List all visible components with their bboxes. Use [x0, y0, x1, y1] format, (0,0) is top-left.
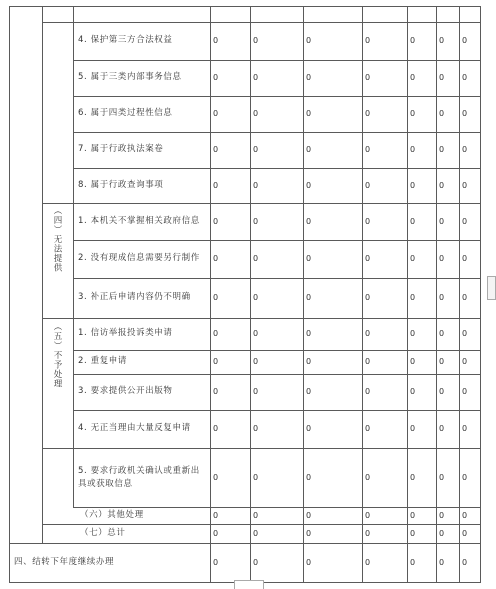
cell-value: 0 [439, 180, 445, 190]
table-top-border [9, 6, 480, 7]
cell-value: 0 [253, 557, 259, 567]
cell-value: 0 [439, 557, 445, 567]
row-divider [73, 60, 480, 61]
row-divider [9, 543, 480, 544]
cell-value: 0 [365, 329, 371, 338]
cell-value: 0 [365, 510, 371, 520]
cell-value: 0 [306, 293, 312, 302]
cell-value: 0 [253, 510, 259, 520]
cell-value: 0 [213, 216, 219, 226]
cell-value: 0 [410, 387, 416, 396]
cell-value: 0 [365, 180, 371, 190]
cell-value: 0 [365, 387, 371, 396]
cell-value: 0 [306, 36, 312, 45]
row-divider [73, 410, 480, 411]
row-label: 8. 属于行政查询事项 [78, 179, 164, 190]
cell-value: 0 [253, 254, 259, 263]
data-col-border [250, 6, 251, 583]
cell-value: 0 [213, 254, 219, 263]
row-label: 7. 属于行政执法案卷 [78, 144, 164, 154]
cell-value: 0 [462, 109, 468, 118]
data-col-border [362, 6, 363, 583]
data-col-border [436, 6, 437, 583]
cell-value: 0 [213, 145, 219, 154]
cell-value: 0 [462, 357, 468, 366]
cell-value: 0 [365, 424, 371, 433]
cell-value: 0 [213, 329, 219, 338]
cell-value: 0 [462, 472, 468, 482]
cell-value: 0 [253, 528, 259, 538]
cell-value: 0 [365, 73, 371, 82]
row-divider [42, 318, 480, 319]
cell-value: 0 [439, 424, 445, 433]
row-label: 四、结转下年度继续办理 [14, 556, 115, 567]
cell-value: 0 [410, 73, 416, 82]
cell-value: 0 [365, 109, 371, 118]
cell-value: 0 [253, 109, 259, 118]
cell-value: 0 [253, 180, 259, 190]
cell-value: 0 [306, 109, 312, 118]
cell-value: 0 [410, 109, 416, 118]
cell-value: 0 [253, 145, 259, 154]
row-divider [73, 96, 480, 97]
header-divider [42, 22, 73, 23]
cell-value: 0 [213, 36, 219, 45]
cell-value: 0 [410, 528, 416, 538]
cell-value: 0 [306, 357, 312, 366]
cell-value: 0 [462, 180, 468, 190]
cell-value: 0 [253, 357, 259, 366]
cell-value: 0 [462, 36, 468, 45]
row-label: （六）其他处理 [80, 509, 144, 520]
cell-value: 0 [410, 293, 416, 302]
cell-value: 0 [365, 216, 371, 226]
row-divider [73, 350, 480, 351]
cell-value: 0 [439, 357, 445, 366]
cell-value: 0 [306, 329, 312, 338]
scroll-handle[interactable] [487, 276, 496, 300]
cell-value: 0 [365, 472, 371, 482]
cell-value: 0 [253, 36, 259, 45]
cell-value: 0 [213, 293, 219, 302]
cell-value: 0 [462, 528, 468, 538]
row-label: 1. 本机关不掌握相关政府信息 [78, 215, 200, 226]
cell-value: 0 [213, 528, 219, 538]
cell-value: 0 [253, 329, 259, 338]
cell-value: 0 [462, 73, 468, 82]
cell-value: 0 [253, 424, 259, 433]
cell-value: 0 [439, 293, 445, 302]
row-divider [42, 524, 480, 525]
cell-value: 0 [365, 145, 371, 154]
cell-value: 0 [365, 357, 371, 366]
row-divider [42, 448, 480, 449]
cell-value: 0 [365, 293, 371, 302]
data-col-border [459, 6, 460, 583]
group-label-unable-to-provide: （四）无法提供 [52, 206, 62, 273]
cell-value: 0 [439, 145, 445, 154]
row-label: 5. 属于三类内部事务信息 [78, 72, 182, 82]
data-col-border [407, 6, 408, 583]
cell-value: 0 [213, 557, 219, 567]
cell-value: 0 [213, 510, 219, 520]
cell-value: 0 [365, 254, 371, 263]
row-label: 2. 重复申请 [78, 356, 128, 366]
cell-value: 0 [306, 387, 312, 396]
cell-value: 0 [365, 557, 371, 567]
row-label: 2. 没有现成信息需要另行制作 [78, 253, 200, 263]
cell-value: 0 [439, 510, 445, 520]
group-col-border [42, 6, 43, 543]
cell-value: 0 [306, 510, 312, 520]
cell-value: 0 [410, 329, 416, 338]
cell-value: 0 [365, 36, 371, 45]
cell-value: 0 [306, 424, 312, 433]
cell-value: 0 [462, 254, 468, 263]
cell-value: 0 [306, 528, 312, 538]
row-divider [73, 22, 480, 23]
cell-value: 0 [462, 329, 468, 338]
cell-value: 0 [410, 472, 416, 482]
data-col-border [303, 6, 304, 583]
cell-value: 0 [410, 424, 416, 433]
cell-value: 0 [306, 254, 312, 263]
cell-value: 0 [213, 73, 219, 82]
left-border [9, 6, 10, 583]
cell-value: 0 [306, 216, 312, 226]
row-divider [42, 203, 480, 204]
cell-value: 0 [410, 216, 416, 226]
cell-value: 0 [439, 472, 445, 482]
data-col-border [210, 6, 211, 583]
cell-value: 0 [462, 557, 468, 567]
cell-value: 0 [306, 73, 312, 82]
cell-value: 0 [439, 73, 445, 82]
data-col-border [480, 6, 481, 583]
cell-value: 0 [213, 109, 219, 118]
cell-value: 0 [253, 472, 259, 482]
cell-value: 0 [410, 557, 416, 567]
cell-value: 0 [462, 293, 468, 302]
cell-value: 0 [213, 180, 219, 190]
row-label: 6. 属于四类过程性信息 [78, 108, 173, 118]
row-label: 5. 要求行政机关确认或重新出 [78, 465, 200, 476]
cell-value: 0 [439, 216, 445, 226]
cell-value: 0 [439, 254, 445, 263]
cell-value: 0 [410, 254, 416, 263]
cell-value: 0 [213, 387, 219, 396]
cell-value: 0 [410, 180, 416, 190]
row-divider [73, 240, 480, 241]
item-col-border [73, 6, 74, 507]
cell-value: 0 [439, 36, 445, 45]
cell-value: 0 [462, 387, 468, 396]
row-divider [73, 168, 480, 169]
page-tab[interactable] [234, 580, 264, 589]
cell-value: 0 [462, 216, 468, 226]
row-divider [73, 132, 480, 133]
row-label: 3. 要求提供公开出版物 [78, 386, 173, 396]
cell-value: 0 [306, 557, 312, 567]
cell-value: 0 [306, 145, 312, 154]
row-label: 具或获取信息 [78, 478, 133, 489]
cell-value: 0 [439, 528, 445, 538]
row-label: （七）总计 [80, 527, 126, 538]
cell-value: 0 [462, 424, 468, 433]
cell-value: 0 [306, 180, 312, 190]
row-label: 1. 信访举报投诉类申请 [78, 328, 173, 338]
cell-value: 0 [306, 472, 312, 482]
cell-value: 0 [253, 387, 259, 396]
cell-value: 0 [410, 36, 416, 45]
row-divider [73, 507, 480, 508]
cell-value: 0 [213, 424, 219, 433]
cell-value: 0 [439, 109, 445, 118]
cell-value: 0 [253, 216, 259, 226]
cell-value: 0 [410, 510, 416, 520]
group-label-not-processed: （五）不予处理 [52, 322, 62, 389]
cell-value: 0 [213, 472, 219, 482]
row-label: 3. 补正后申请内容仍不明确 [78, 292, 191, 302]
cell-value: 0 [439, 387, 445, 396]
cell-value: 0 [410, 357, 416, 366]
row-label: 4. 无正当理由大量反复申请 [78, 423, 191, 433]
row-divider [73, 278, 480, 279]
cell-value: 0 [253, 73, 259, 82]
cell-value: 0 [365, 528, 371, 538]
cell-value: 0 [462, 510, 468, 520]
cell-value: 0 [410, 145, 416, 154]
row-divider [73, 374, 480, 375]
cell-value: 0 [253, 293, 259, 302]
cell-value: 0 [462, 145, 468, 154]
cell-value: 0 [439, 329, 445, 338]
row-label: 4. 保护第三方合法权益 [78, 35, 173, 45]
cell-value: 0 [213, 357, 219, 366]
